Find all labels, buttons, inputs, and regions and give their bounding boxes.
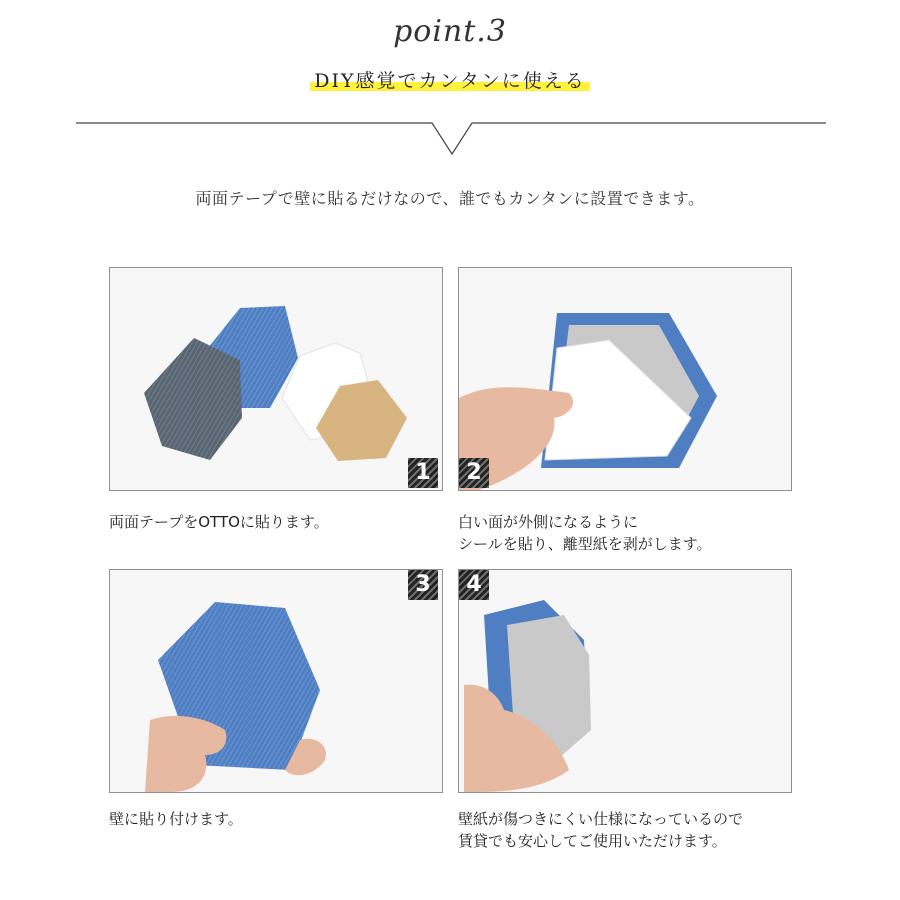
step-3-badge: 3 (408, 570, 438, 600)
step-4-caption (458, 808, 743, 852)
subtitle-row (0, 66, 900, 93)
step-2-badge: 2 (459, 458, 489, 488)
step-1-caption-line: 両面テープをOTTOに貼ります。 (109, 513, 329, 531)
step-4-caption-line-1: 壁紙が傷つきにくい仕様になっているので (458, 810, 744, 828)
step-4-photo (458, 569, 792, 793)
step-4-caption-line-2: 賃貸でも安心してご使用いただけます。 (458, 832, 727, 850)
step-1-photo (109, 267, 443, 491)
step-1-caption (109, 511, 329, 533)
step-2-caption (458, 511, 712, 555)
step-3-caption (109, 808, 243, 830)
step-2-caption-line-1: 白い面が外側になるように (458, 513, 639, 531)
point-label: point.3 (393, 14, 507, 49)
step-3-photo (109, 569, 443, 793)
step-1-badge: 1 (408, 458, 438, 488)
step-2-caption-line-2: シールを貼り、離型紙を剥がします。 (458, 535, 712, 553)
divider-with-notch (0, 120, 900, 160)
lead-text: 両面テープで壁に貼るだけなので、誰でもカンタンに設置できます。 (195, 189, 705, 208)
step-2-photo (458, 267, 792, 491)
step-4-badge: 4 (459, 570, 489, 600)
step-3-caption-line: 壁に貼り付けます。 (109, 810, 243, 828)
subtitle: DIY感覚でカンタンに使える (310, 66, 590, 93)
